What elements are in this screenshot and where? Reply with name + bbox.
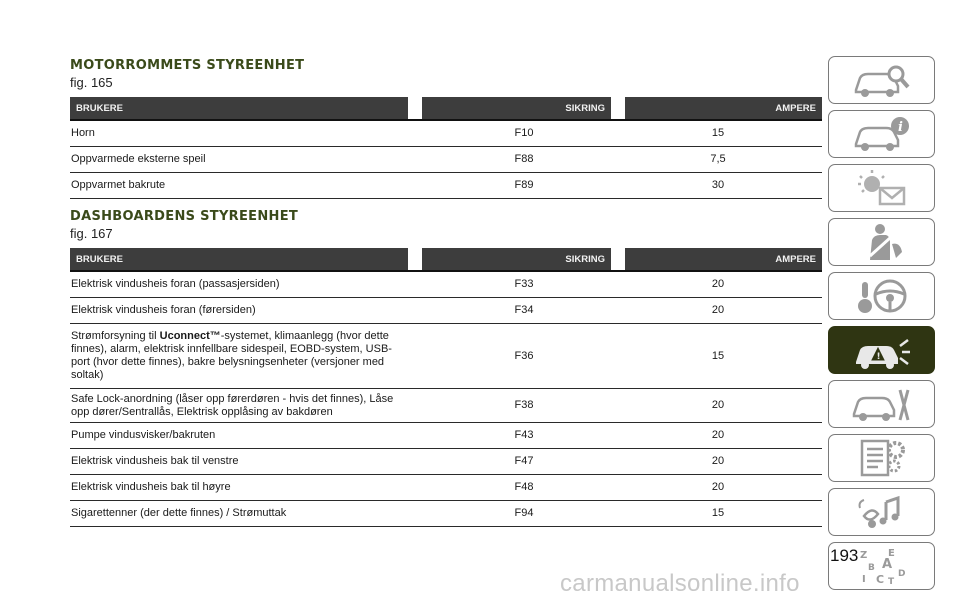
user-cell: Pumpe vindusvisker/bakruten	[70, 423, 422, 449]
user-cell: Safe Lock-anordning (låser opp førerdøren - hvis det finnes), Låse opp dører/Sentrallås, Elektrisk opplåsing av bakdøren	[70, 389, 422, 423]
multimedia-music-icon	[850, 492, 914, 532]
ampere-cell: 30	[711, 179, 725, 191]
tab-warning-lights[interactable]	[828, 164, 935, 212]
ampere-cell: 20	[711, 304, 725, 316]
user-cell: Sigarettenner (der dette finnes) / Strømuttak	[70, 501, 422, 527]
svg-text:A: A	[881, 557, 892, 572]
ampere-cell: 20	[711, 455, 725, 467]
watermark: carmanualsonline.info	[560, 570, 800, 597]
svg-text:D: D	[897, 569, 905, 579]
table-header-row	[70, 248, 822, 272]
user-cell: Oppvarmede eksterne speil	[70, 147, 422, 173]
table-row	[70, 475, 822, 501]
fuse-cell: F89	[422, 173, 625, 199]
ampere-cell: 20	[711, 278, 725, 290]
svg-text:Z: Z	[859, 550, 867, 561]
table-header-row	[70, 97, 822, 121]
tab-in-an-emergency[interactable]	[828, 326, 935, 374]
car-maintenance-tools-icon	[850, 384, 914, 424]
tab-servicing-maintenance[interactable]	[828, 380, 935, 428]
header-ampere: AMPERE	[625, 97, 822, 121]
engine-compartment-fuse-table	[70, 97, 822, 199]
tab-technical-specifications[interactable]	[828, 434, 935, 482]
ampere-cell: 20	[711, 399, 725, 411]
dashboard-fuse-table	[70, 248, 822, 527]
uconnect-brand: Uconnect™	[159, 330, 221, 342]
user-cell: Elektrisk vindusheis bak til høyre	[70, 475, 422, 501]
car-info-icon	[850, 114, 914, 154]
fuse-cell: F88	[422, 147, 625, 173]
svg-text:B: B	[867, 563, 875, 573]
svg-text:i: i	[897, 120, 903, 135]
table-row	[70, 173, 822, 199]
tab-getting-to-know-car[interactable]	[828, 56, 935, 104]
page-number: 193	[830, 546, 859, 565]
section-title-engine-compartment: MOTORROMMETS STYREENHET	[70, 58, 305, 73]
fuse-cell: F48	[422, 475, 625, 501]
table-row	[70, 449, 822, 475]
ampere-cell: 20	[711, 429, 725, 441]
ampere-cell: 15	[711, 127, 725, 139]
fuse-content	[70, 58, 822, 527]
svg-text:I: I	[861, 574, 866, 585]
ampere-cell: 15	[711, 349, 725, 362]
header-sikring: SIKRING	[422, 97, 611, 121]
svg-text:E: E	[887, 548, 895, 559]
fuse-cell: F94	[422, 501, 625, 527]
user-cell: Elektrisk vindusheis foran (førersiden)	[70, 298, 422, 324]
key-steering-wheel-icon	[850, 276, 914, 316]
fuse-cell: F38	[422, 389, 625, 423]
fuse-cell: F33	[422, 272, 625, 298]
seat-belt-safety-icon	[850, 222, 914, 262]
header-brukere: BRUKERE	[70, 248, 408, 272]
specifications-list-gear-icon	[850, 438, 914, 478]
table-row	[70, 121, 822, 147]
car-search-icon	[850, 60, 914, 100]
section-title-dashboard: DASHBOARDENS STYREENHET	[70, 209, 299, 224]
fuse-cell: F43	[422, 423, 625, 449]
table-row	[70, 423, 822, 449]
user-cell: Strømforsyning til Uconnect™-systemet, klimaanlegg (hvor dette finnes), alarm, elektrisk innfellbare sidespeil, EOBD-system, USB-port (hvor dette finnes), bakre belysningsenheter (versjoner med soltak)	[70, 324, 422, 389]
svg-text:T: T	[887, 577, 894, 586]
tab-multimedia[interactable]	[828, 488, 935, 536]
warning-lights-message-icon	[850, 168, 914, 208]
user-cell: Elektrisk vindusheis foran (passasjersiden)	[70, 272, 422, 298]
table-row	[70, 324, 822, 389]
header-sikring: SIKRING	[422, 248, 611, 272]
alphabetical-index-icon	[850, 546, 914, 586]
figure-reference-165: fig. 165	[70, 75, 113, 90]
table-row	[70, 298, 822, 324]
tab-safety[interactable]	[828, 218, 935, 266]
car-emergency-icon	[850, 330, 914, 370]
ampere-cell: 15	[711, 507, 725, 519]
user-cell: Horn	[70, 121, 422, 147]
ampere-cell: 7,5	[710, 153, 726, 165]
chapter-tab-sidebar	[828, 56, 935, 596]
fuse-cell: F34	[422, 298, 625, 324]
figure-reference-167: fig. 167	[70, 226, 113, 241]
tab-instrument-panel[interactable]	[828, 110, 935, 158]
svg-text:C: C	[875, 573, 884, 586]
fuse-cell: F36	[422, 324, 625, 389]
header-ampere: AMPERE	[625, 248, 822, 272]
fuse-cell: F10	[422, 121, 625, 147]
tab-starting-driving[interactable]	[828, 272, 935, 320]
table-row	[70, 389, 822, 423]
fuse-cell: F47	[422, 449, 625, 475]
table-row	[70, 272, 822, 298]
ampere-cell: 20	[711, 481, 725, 493]
header-brukere: BRUKERE	[70, 97, 408, 121]
user-cell: Elektrisk vindusheis bak til venstre	[70, 449, 422, 475]
table-row	[70, 501, 822, 527]
user-cell: Oppvarmet bakrute	[70, 173, 422, 199]
table-row	[70, 147, 822, 173]
svg-text:!: !	[876, 352, 881, 362]
